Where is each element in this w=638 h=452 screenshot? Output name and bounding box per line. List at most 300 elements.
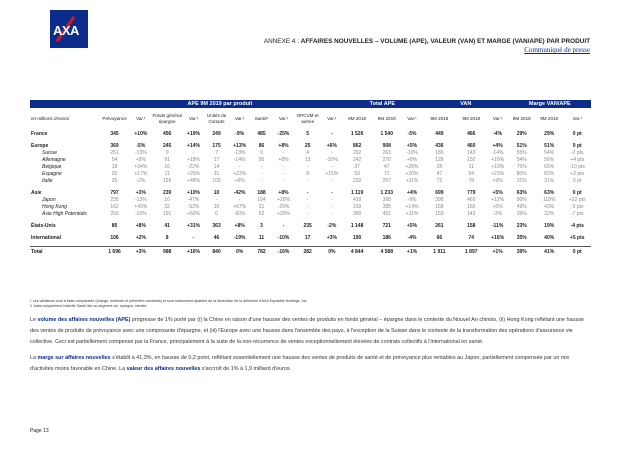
table-cell: 251 bbox=[110, 149, 119, 156]
table-cell: +3% bbox=[131, 247, 151, 257]
table-cell: +10% bbox=[187, 189, 200, 196]
table-cell: 200 bbox=[110, 210, 119, 217]
table-cell: 1 696 bbox=[98, 247, 131, 257]
table-cell: 72 bbox=[436, 177, 443, 184]
column-header: 9M 2019 bbox=[540, 116, 559, 121]
table-cell: 37 bbox=[354, 163, 360, 170]
table-cell: 54 bbox=[468, 170, 475, 177]
table-cell: 86 bbox=[258, 142, 265, 149]
table-row bbox=[30, 149, 591, 156]
table-cell: +3% bbox=[135, 189, 146, 196]
table-cell: 25 bbox=[111, 177, 118, 184]
row-label: Total bbox=[30, 247, 98, 257]
table-cell: +28% bbox=[405, 163, 419, 170]
table-cell: 31% bbox=[544, 177, 555, 184]
table-cell: 175 bbox=[212, 142, 221, 149]
table-cell: - bbox=[330, 177, 333, 184]
table-cell: - bbox=[306, 210, 309, 217]
table-cell: 782 bbox=[249, 247, 273, 257]
table-cell: 908 bbox=[382, 142, 391, 149]
table-cell: 282 bbox=[293, 247, 322, 257]
table-row bbox=[30, 234, 591, 241]
table-cell: 54% bbox=[544, 149, 555, 156]
table-cell: 469 bbox=[467, 196, 476, 203]
table-cell: 54% bbox=[516, 156, 527, 163]
table-cell: 242 bbox=[352, 156, 362, 163]
table-cell: 35% bbox=[516, 234, 527, 241]
column-header: Var.¹ bbox=[572, 116, 582, 121]
table-cell: +13% bbox=[233, 142, 247, 149]
table-cell: 485 bbox=[257, 130, 266, 137]
table-cell: 1 233 bbox=[380, 189, 393, 196]
table-cell: 13 bbox=[304, 156, 311, 163]
table-cell: +12% bbox=[491, 196, 505, 203]
table-cell: - bbox=[282, 149, 285, 156]
table-cell: 840 bbox=[203, 247, 229, 257]
column-header: Var.¹ bbox=[136, 116, 146, 121]
table-cell: - bbox=[192, 234, 195, 241]
table-cell: 410 bbox=[352, 196, 362, 203]
table-cell: 118% bbox=[542, 196, 556, 203]
table-cell: 797 bbox=[110, 189, 119, 196]
table-cell: -13% bbox=[135, 149, 147, 156]
column-header: Var.¹ bbox=[278, 116, 289, 121]
table-cell: -2% bbox=[136, 177, 146, 184]
table-cell: 456 bbox=[163, 130, 172, 137]
table-cell: 1 148 bbox=[350, 222, 364, 229]
table-row bbox=[30, 142, 591, 149]
paragraph-margin: La marge sur affaires nouvelles s'établit à 41,3%, en hausse de 0,2 point, reflétant essentiellement une hausse des ventes de produits de santé et de prévoyance plus rentables au Japon, partiellement compensée par un mix d'activités moins favorable en Chine. La valeur des affaires nouvelles s'accroît de 1% à 1,9 milliard d'euros. bbox=[30, 355, 570, 372]
table-cell: 460 bbox=[467, 142, 476, 149]
table-cell: 31% bbox=[516, 177, 527, 184]
table-cell: 128 bbox=[435, 156, 444, 163]
table-cell: -14% bbox=[491, 149, 504, 156]
table-cell: 257 bbox=[382, 177, 391, 184]
table-body bbox=[30, 108, 591, 256]
table-cell: 80 bbox=[111, 222, 118, 229]
table-cell: 245 bbox=[163, 142, 172, 149]
table-cell: +16% bbox=[184, 247, 204, 257]
table-cell: - bbox=[330, 203, 333, 210]
table-row bbox=[30, 156, 591, 163]
table-cell: -11% bbox=[491, 222, 504, 229]
table-cell: 63% bbox=[544, 189, 555, 196]
table-cell: 451 bbox=[382, 210, 391, 217]
table-cell: 104 bbox=[257, 196, 266, 203]
table-row bbox=[30, 177, 591, 184]
table-cell: 0% bbox=[322, 247, 342, 257]
table-cell: +20% bbox=[405, 170, 419, 177]
table-cell: +4% bbox=[406, 189, 418, 196]
table-cell: -42% bbox=[233, 189, 246, 196]
column-header: Santé¹ bbox=[254, 116, 269, 121]
row-label: Italie bbox=[42, 177, 53, 184]
table-cell: -7 pts bbox=[570, 210, 584, 217]
table-cell: 0 pt bbox=[572, 142, 582, 149]
table-cell: +50% bbox=[187, 210, 200, 217]
table-cell: 11 bbox=[164, 170, 170, 177]
table-cell: 4 588 bbox=[372, 247, 401, 257]
table-cell: 11 bbox=[258, 234, 265, 241]
table-cell: -16% bbox=[274, 247, 294, 257]
table-cell: -3% bbox=[493, 210, 503, 217]
table-cell: 32% bbox=[544, 210, 555, 217]
table-cell: 52 bbox=[258, 210, 265, 217]
table-cell: +34% bbox=[134, 163, 148, 170]
table-cell: 91 bbox=[164, 156, 170, 163]
table-cell: 0 pt bbox=[572, 189, 582, 196]
press-release-label: Communiqué de presse bbox=[524, 46, 590, 54]
table-cell: 143 bbox=[467, 210, 476, 217]
table-cell: - bbox=[260, 170, 263, 177]
table-cell: 47 bbox=[436, 170, 443, 177]
table-cell: +14% bbox=[405, 203, 419, 210]
table-cell: 5 bbox=[306, 130, 310, 137]
table-cell: +8% bbox=[234, 222, 245, 229]
column-header: Unités de Compte bbox=[206, 113, 227, 124]
table-cell: 4 bbox=[306, 149, 310, 156]
table-cell: 4 844 bbox=[342, 247, 373, 257]
table-cell: 95 bbox=[258, 156, 265, 163]
table-cell: +5% bbox=[492, 189, 503, 196]
table-cell: 862 bbox=[352, 142, 362, 149]
table-cell: -10% bbox=[277, 234, 290, 241]
table-cell: 31 bbox=[258, 203, 265, 210]
row-label: Espagne bbox=[42, 170, 62, 177]
table-cell: 71 bbox=[383, 170, 390, 177]
table-cell: 80% bbox=[516, 170, 527, 177]
table-cell: 18 bbox=[111, 163, 118, 170]
group-header-row bbox=[30, 100, 591, 108]
footnotes bbox=[30, 299, 307, 309]
table-cell: +16% bbox=[491, 234, 505, 241]
paragraph-ape: Le volume des affaires nouvelles (APE) progresse de 1% porté par (i) la Chine en raison d'une hausse des ventes de produits en fonds général – épargne dans le contexte du Nouvel An chinois, (ii) Hong Kong reflétant une hausse des ventes de produits de prévoyance avec une composante d'épargne, et (iii) l'Europe avec une hausse dans l'ensemble des pays, à l'exception de la Suisse dans le contexte de la transformation des opérations d'assurance vie collective. Ceci est partiellement compensé par la France, principalement à la suite de la non-récurrence de ventes exceptionnellement élevées de contrats collectifs à l'international en santé. bbox=[30, 317, 584, 345]
table-cell: -25% bbox=[277, 130, 290, 137]
table-cell: +11% bbox=[405, 210, 419, 217]
table-cell: 46 bbox=[213, 234, 220, 241]
table-cell: 235 bbox=[303, 222, 312, 229]
table-cell: +31% bbox=[187, 222, 200, 229]
table-cell: +67% bbox=[233, 203, 247, 210]
table-cell: 162 bbox=[110, 203, 119, 210]
table-cell: 55% bbox=[516, 149, 527, 156]
group-van: VAN bbox=[423, 100, 509, 108]
table-cell: +9% bbox=[135, 156, 146, 163]
table-cell: 14 bbox=[213, 163, 220, 170]
row-label: États-Unis bbox=[31, 222, 56, 229]
table-cell: - bbox=[306, 189, 309, 196]
table-cell: 398 bbox=[382, 196, 391, 203]
table-cell: 390 bbox=[352, 210, 362, 217]
table-cell: 10 bbox=[213, 203, 220, 210]
table-cell: - bbox=[306, 177, 309, 184]
table-cell: +23% bbox=[491, 170, 505, 177]
table-cell: - bbox=[330, 130, 333, 137]
annex-title: ANNEXE 4 : AFFAIRES NOUVELLES – VOLUME (APE), VALEUR (VAN) ET MARGE (VAN/APE) PAR PRODUIT bbox=[263, 38, 590, 45]
table-cell: 249 bbox=[212, 130, 221, 137]
footnote: ii. Inclut uniquement l'activité Santé liée au segment vie, épargne, retraite. bbox=[30, 304, 148, 308]
table-row bbox=[30, 196, 591, 203]
table-cell: 180 bbox=[435, 149, 444, 156]
table-cell: -5 pts bbox=[570, 203, 584, 210]
document-header bbox=[264, 38, 590, 54]
column-header: 9M 2018 bbox=[512, 116, 531, 121]
table-cell: -47% bbox=[187, 196, 200, 203]
table-cell: 292 bbox=[352, 149, 362, 156]
table-cell: 0 pt bbox=[573, 177, 582, 184]
row-label: Japon bbox=[42, 196, 56, 203]
table-cell: -10 pts bbox=[569, 163, 585, 170]
table-cell: 66 bbox=[436, 234, 443, 241]
table-cell: 43% bbox=[544, 203, 555, 210]
table-cell: - bbox=[330, 149, 333, 156]
table-cell: -10% bbox=[406, 149, 418, 156]
table-cell: +48% bbox=[187, 177, 200, 184]
table-cell: +17% bbox=[134, 170, 148, 177]
table-cell: 0% bbox=[230, 247, 250, 257]
page-number: Page 13 bbox=[30, 428, 49, 434]
table-cell: - bbox=[282, 170, 285, 177]
table-cell: +5 pts bbox=[569, 234, 585, 241]
table-cell: 0 bbox=[260, 149, 263, 156]
axa-logo bbox=[50, 10, 88, 48]
table-cell: 49% bbox=[516, 203, 527, 210]
table-cell: +8% bbox=[135, 222, 146, 229]
table-cell: 369 bbox=[110, 142, 119, 149]
table-cell: 10 bbox=[213, 189, 220, 196]
table-cell: 721 bbox=[382, 222, 391, 229]
table-cell: 166 bbox=[467, 203, 476, 210]
column-header: 9M 2019 bbox=[462, 116, 481, 121]
table-cell: - bbox=[306, 196, 309, 203]
row-label: Allemagne bbox=[42, 156, 66, 163]
table-cell: 466 bbox=[467, 130, 476, 137]
table-cell: 1 897 bbox=[456, 247, 487, 257]
row-label: Asie High Potentials bbox=[42, 210, 87, 217]
table-cell: 65% bbox=[544, 163, 555, 170]
table-cell: 0 bbox=[215, 210, 218, 217]
table-cell: +4 pts bbox=[570, 156, 585, 163]
table-cell: +8% bbox=[278, 189, 289, 196]
table-cell: - bbox=[306, 203, 309, 210]
table-cell: 17 bbox=[213, 156, 220, 163]
column-header: en millions d'euros bbox=[31, 116, 69, 121]
table-cell: 63% bbox=[516, 189, 527, 196]
table-cell: +25% bbox=[187, 170, 200, 177]
column-header-row bbox=[30, 108, 591, 130]
table-cell: +8% bbox=[406, 156, 418, 163]
table-cell: 1 119 bbox=[350, 189, 364, 196]
table-cell: 190 bbox=[352, 234, 362, 241]
column-header: Var.¹ bbox=[492, 116, 503, 121]
column-header: OPCVM et autres bbox=[296, 113, 319, 124]
table-cell: 150 bbox=[467, 156, 476, 163]
table-cell: 40% bbox=[544, 234, 555, 241]
table-cell: 261 bbox=[435, 222, 444, 229]
table-row bbox=[30, 247, 591, 257]
table-cell: 56% bbox=[544, 156, 555, 163]
table-cell: +45% bbox=[134, 203, 148, 210]
table-cell: - bbox=[238, 196, 241, 203]
table-cell: 345 bbox=[110, 130, 119, 137]
table-cell: 363 bbox=[212, 222, 221, 229]
table-cell: - bbox=[260, 177, 263, 184]
table-cell: -4% bbox=[493, 130, 503, 137]
table-cell: - bbox=[282, 222, 285, 229]
table-cell: 32 bbox=[164, 203, 170, 210]
table-cell: 779 bbox=[467, 189, 476, 196]
table-cell: 150 bbox=[435, 210, 444, 217]
new-business-table bbox=[30, 100, 591, 256]
table-cell: 385 bbox=[382, 203, 391, 210]
table-cell: -13% bbox=[233, 149, 246, 156]
table-cell: - bbox=[282, 163, 285, 170]
group-total-ape: Total APE bbox=[342, 100, 423, 108]
table-cell: 17 bbox=[304, 234, 311, 241]
table-cell: +1% bbox=[401, 247, 423, 257]
table-cell: -9% bbox=[235, 130, 245, 137]
table-cell: 31 bbox=[468, 163, 475, 170]
table-cell: +6% bbox=[234, 177, 245, 184]
table-cell: 29% bbox=[516, 130, 527, 137]
table-cell: 74 bbox=[468, 234, 475, 241]
table-cell: +10% bbox=[134, 130, 148, 137]
table-row bbox=[30, 189, 591, 196]
table-row bbox=[30, 163, 591, 170]
table-cell: 1 540 bbox=[380, 130, 393, 137]
table-cell: 75% bbox=[516, 163, 527, 170]
table-cell: - bbox=[282, 177, 285, 184]
row-label: Hong Kong bbox=[42, 203, 68, 210]
table-cell: +15% bbox=[325, 170, 339, 177]
table-cell: 39% bbox=[509, 247, 535, 257]
table-row bbox=[30, 203, 591, 210]
table-cell: -9% bbox=[407, 196, 417, 203]
table-cell: 158 bbox=[435, 203, 444, 210]
table-cell: 398 bbox=[435, 196, 444, 203]
group-ape-product: APE 9M 2019 par produit bbox=[98, 100, 342, 108]
column-header: 9M 2018 bbox=[430, 116, 449, 121]
table-cell: -2% bbox=[327, 222, 337, 229]
table-cell: +22 pts bbox=[568, 196, 586, 203]
table-cell: 23% bbox=[516, 222, 527, 229]
table-cell: +3% bbox=[326, 234, 337, 241]
column-header: 9M 2018 bbox=[348, 116, 367, 121]
table-cell: - bbox=[330, 196, 333, 203]
table-cell: -22% bbox=[187, 163, 200, 170]
table-cell: -90% bbox=[233, 210, 246, 217]
table-cell: +4% bbox=[492, 142, 503, 149]
table-row bbox=[30, 130, 591, 137]
table-cell: +10% bbox=[491, 163, 505, 170]
column-header: Var.¹ bbox=[188, 116, 199, 121]
column-header: Prévoyance bbox=[102, 116, 127, 121]
table-cell: 270 bbox=[382, 156, 391, 163]
table-cell: -4% bbox=[407, 234, 417, 241]
table-cell: -10% bbox=[325, 156, 338, 163]
table-cell: - bbox=[260, 163, 263, 170]
table-cell: -14% bbox=[233, 156, 246, 163]
table-cell: 988 bbox=[151, 247, 184, 257]
column-header: Var.¹ bbox=[407, 116, 417, 121]
table-cell: 319 bbox=[352, 203, 362, 210]
table-cell: +19% bbox=[187, 130, 200, 137]
table-cell: -4 pts bbox=[570, 222, 584, 229]
table-cell: +14% bbox=[187, 142, 200, 149]
table-cell: 126 bbox=[163, 177, 172, 184]
table-row bbox=[30, 210, 591, 217]
table-cell: 54 bbox=[111, 156, 118, 163]
table-cell: 19% bbox=[544, 222, 555, 229]
table-cell: 188 bbox=[257, 189, 266, 196]
table-cell: -5% bbox=[407, 130, 417, 137]
table-cell: 28 bbox=[436, 163, 443, 170]
table-cell: 20 bbox=[111, 170, 118, 177]
table-row bbox=[30, 170, 591, 177]
table-cell: - bbox=[306, 163, 309, 170]
table-cell: -2 pts bbox=[570, 149, 584, 156]
table-cell: 158 bbox=[467, 222, 476, 229]
column-header: 9M 2019 bbox=[377, 116, 396, 121]
table-cell: 82% bbox=[544, 170, 555, 177]
row-label: France bbox=[31, 130, 48, 137]
table-cell: 8 bbox=[306, 170, 310, 177]
table-cell: +5% bbox=[406, 222, 418, 229]
table-cell: 699 bbox=[435, 189, 444, 196]
table-cell: 16 bbox=[164, 196, 170, 203]
table-cell: 78 bbox=[468, 177, 475, 184]
table-cell: 7 bbox=[215, 149, 218, 156]
table-cell: +5% bbox=[492, 203, 503, 210]
table-row bbox=[30, 222, 591, 229]
table-cell: - bbox=[215, 196, 218, 203]
table-cell: 191 bbox=[163, 210, 172, 217]
table-cell: 41% bbox=[535, 247, 564, 257]
logo-text: AXA bbox=[53, 23, 79, 38]
table-cell: 31 bbox=[213, 170, 220, 177]
row-label: Suisse bbox=[42, 149, 58, 156]
table-cell: 186 bbox=[382, 234, 391, 241]
commentary bbox=[30, 315, 590, 375]
table-cell: +8% bbox=[278, 142, 289, 149]
row-label: Europe bbox=[31, 142, 49, 149]
table-cell: 239 bbox=[163, 189, 172, 196]
table-cell: 16 bbox=[164, 163, 170, 170]
table-cell: 1 526 bbox=[350, 130, 364, 137]
table-cell: 232 bbox=[352, 177, 362, 184]
table-cell: -29% bbox=[277, 203, 290, 210]
footnote: i. Les variations sont à base comparable (change, méthode et périmètre constants) et sont notamment ajustées de la diminution de la détention d'AXA Equitable Holdings, Inc. bbox=[30, 299, 308, 303]
row-label: International bbox=[31, 234, 62, 241]
table-cell: -19% bbox=[233, 234, 246, 241]
table-cell: - bbox=[330, 163, 333, 170]
table-cell: +1% bbox=[487, 247, 509, 257]
column-header: Fonds général épargne bbox=[152, 113, 182, 124]
table-cell: +6% bbox=[326, 142, 337, 149]
table-cell: 59 bbox=[354, 170, 360, 177]
table-cell: -13% bbox=[135, 196, 147, 203]
table-cell: 51% bbox=[516, 142, 527, 149]
table-cell: - bbox=[330, 210, 333, 217]
table-cell: +8% bbox=[278, 156, 289, 163]
table-cell: +9% bbox=[492, 177, 503, 184]
table-cell: +11% bbox=[405, 177, 419, 184]
table-cell: 143 bbox=[467, 149, 476, 156]
group-marge: Marge VAN/APE bbox=[509, 100, 591, 108]
table-cell: 39% bbox=[516, 210, 527, 217]
table-cell: 0 bbox=[165, 149, 169, 156]
table-cell: 8 bbox=[165, 234, 169, 241]
